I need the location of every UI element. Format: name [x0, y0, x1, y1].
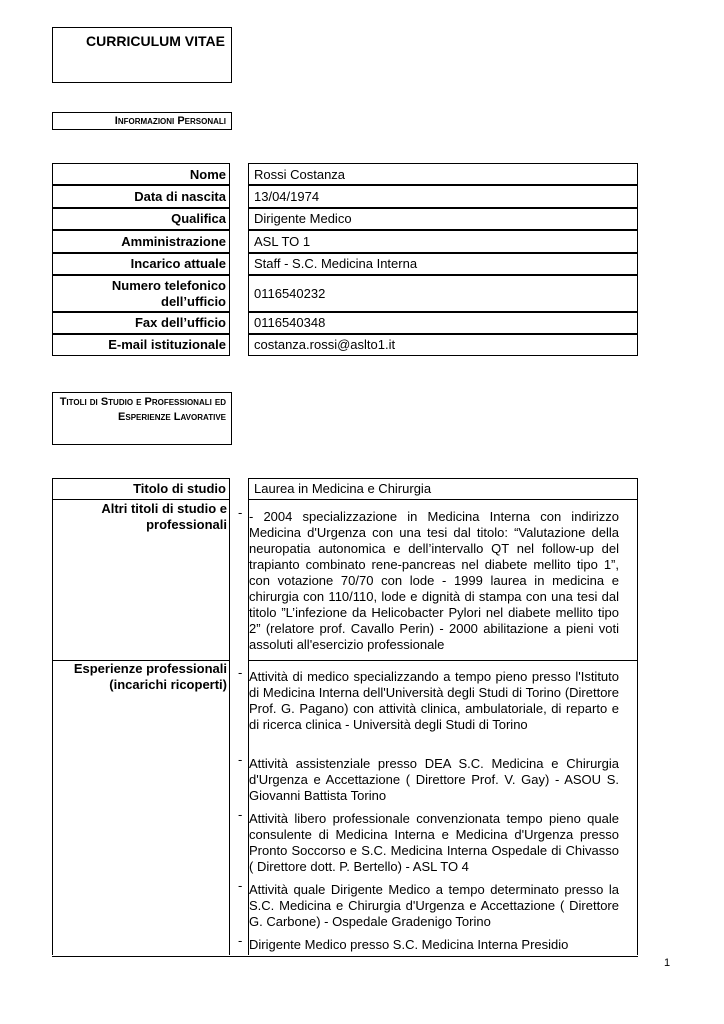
page-bottom-rule: [52, 956, 638, 957]
value-email: costanza.rossi@aslto1.it: [248, 334, 638, 356]
page-title: CURRICULUM VITAE: [86, 33, 225, 49]
esperienza-item: - Attività assistenziale presso DEA S.C. Medicina e Chirurgia d'Urgenza e Accettazione ( Direttore Prof. V. Gay) - ASOU S. Giovanni Battista Torino: [238, 752, 619, 803]
label-altri-titoli: Altri titoli di studio e professionali: [101, 501, 227, 532]
value-nome: Rossi Costanza: [248, 163, 638, 185]
page-number: 1: [664, 957, 671, 969]
esperienza-item: - Attività quale Dirigente Medico a tempo determinato presso la S.C. Medicina e Chirurgia d'Urgenza e Accettazione ( Direttore G. Carbone) - Ospedale Gradenigo Torino: [238, 878, 619, 929]
title-box: [52, 27, 232, 83]
table-right-border: [637, 500, 638, 955]
value-fax: 0116540348: [248, 312, 638, 334]
esperienza-item: - Dirigente Medico presso S.C. Medicina Interna Presidio: [238, 933, 569, 952]
row-divider: [248, 660, 638, 661]
label-nome: Nome: [52, 163, 230, 185]
label-data-nascita: Data di nascita: [52, 185, 230, 208]
value-amministrazione: ASL TO 1: [248, 230, 638, 253]
esperienza-item: - Attività libero professionale convenzionata tempo pieno quale consulente di Medicina Interna e Medicina d'Urgenza presso Pronto Soccorso e S.C. Medicina Interna Ospedale di Chivasso ( Direttore dott. P. Bertello) - ASL TO 4: [238, 807, 619, 874]
section-personal-heading: Informazioni Personali: [52, 112, 232, 130]
table-left-border: [52, 500, 53, 955]
value-data-nascita: 13/04/1974: [248, 185, 638, 208]
label-qualifica: Qualifica: [52, 208, 230, 230]
label-telefono: Numero telefonico dell’ufficio: [52, 275, 230, 312]
label-amministrazione: Amministrazione: [52, 230, 230, 253]
label-incarico: Incarico attuale: [52, 253, 230, 275]
label-titolo-studio: Titolo di studio: [52, 478, 230, 500]
value-titolo-studio: Laurea in Medicina e Chirurgia: [248, 478, 638, 500]
label-fax: Fax dell’ufficio: [52, 312, 230, 334]
value-telefono: 0116540232: [248, 275, 638, 312]
esperienza-item: - Attività di medico specializzando a tempo pieno presso l'Istituto di Medicina Interna dell'Università degli Studi di Torino (Direttore Prof. G. Pagano) con attività clinica, ambulatoriale, di reparto e di ricerca clinica - Università degli Studi di Torino: [238, 665, 619, 732]
altri-titoli-text: - - 2004 specializzazione in Medicina Interna con indirizzo Medicina d'Urgenza con una tesi dal titolo: “Valutazione della neuropatia autonomica e dell’intervallo QT nel follow-up del trapianto combinato rene-pancreas nel diabete mellito tipo 1”, con votazione 70/70 con lode - 1999 laurea in medicina e chirurgia con 110/110, lode e dignità di stampa con una tesi dal titolo ”L’infezione da Helicobacter Pylori nel diabete mellito tipo 2” (relatore prof. Cavallo Perin) - 2000 abilitazione a pieni voti assoluti all'esercizio professionale: [238, 505, 619, 652]
value-qualifica: Dirigente Medico: [248, 208, 638, 230]
label-esperienze: Esperienze professionali (incarichi ricoperti): [73, 661, 227, 692]
value-incarico: Staff - S.C. Medicina Interna: [248, 253, 638, 275]
table-label-border: [229, 500, 230, 955]
label-email: E-mail istituzionale: [52, 334, 230, 356]
section-titles-heading: Titoli di Studio e Professionali ed Esperienze Lavorative: [52, 392, 232, 445]
